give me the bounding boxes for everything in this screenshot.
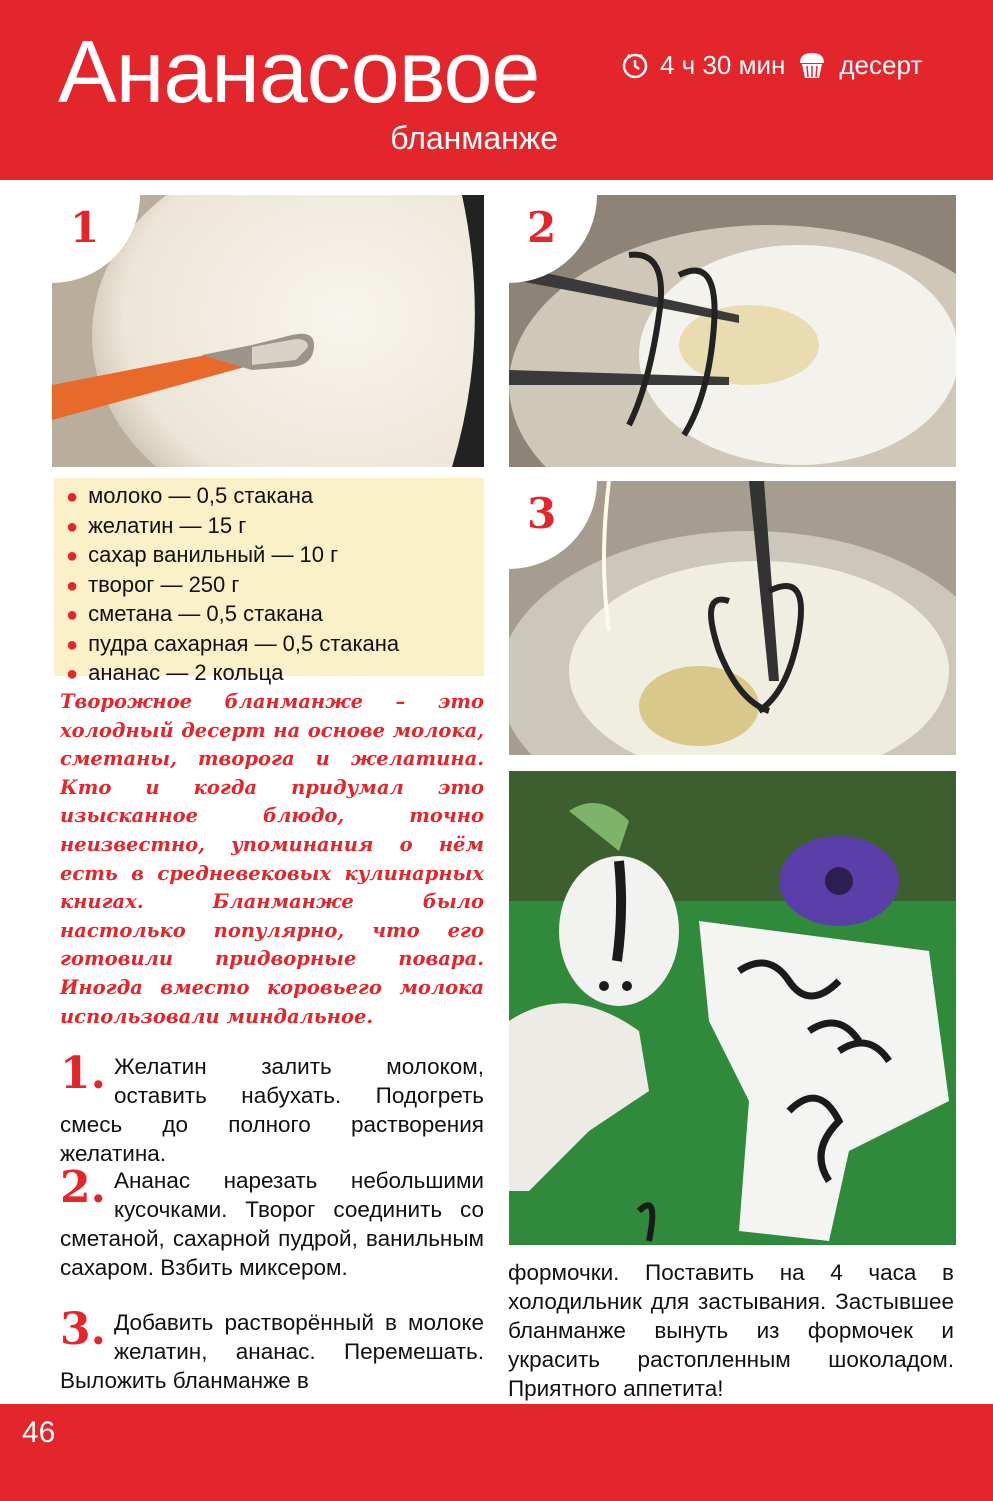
step-3 [60, 1304, 484, 1395]
ingredients-list [54, 478, 484, 689]
step-1 [60, 1048, 484, 1168]
step-text: Желатин залить молоком, оставить набухать. Подогреть смесь до полного растворения желатина. [60, 1054, 484, 1166]
step-badge-1: 1 [52, 195, 140, 283]
step-badge-2: 2 [509, 195, 597, 283]
ingredient-item: ● творог — 250 г [66, 571, 240, 597]
ingredient-item: ● сахар ванильный — 10 г [66, 542, 339, 567]
photo-step-1 [52, 195, 484, 467]
ingredients-box [54, 478, 484, 685]
cupcake-icon [795, 48, 829, 82]
ingredient-item: ● ананас — 2 кольца [66, 660, 284, 685]
photo-finished-dessert [509, 771, 956, 1245]
step-2 [60, 1162, 484, 1282]
ingredient-item: ● желатин — 15 г [66, 512, 247, 538]
clock-icon [620, 50, 650, 80]
recipe-subtitle: бланманже [390, 120, 558, 156]
recipe-meta [620, 48, 922, 82]
step-number: 1. [60, 1048, 106, 1099]
step-badge-3: 3 [509, 481, 597, 569]
photo-step-3 [509, 481, 956, 755]
footer-band [0, 1404, 993, 1501]
intro-paragraph: Творожное бланманже – это холодный десерт на основе молока, сметаны, творога и желатина. Кто и когда придумал это изысканное блюдо, точно неизвестно, упоминания о нём есть в средневековых кулинарных книгах. Бланманже было настолько популярно, что его готовили придворные повара. Иногда вместо коровьего молока использовали миндальное. [60, 690, 484, 1028]
photo-step-2 [509, 195, 956, 467]
ingredient-item: ● пудра сахарная — 0,5 стакана [66, 630, 400, 656]
page-number: 46 [22, 1416, 56, 1449]
dish-category: десерт [839, 49, 923, 80]
ingredient-item: ● молоко — 0,5 стакана [66, 483, 314, 508]
step-text: Добавить растворённый в молоке желатин, ананас. Перемешать. Выложить бланманже в [60, 1310, 484, 1393]
step-number: 2. [60, 1162, 106, 1213]
recipe-title: Ананасовое [58, 22, 540, 121]
header-band [0, 0, 993, 180]
cooking-time: 4 ч 30 мин [660, 49, 786, 80]
step-text: Ананас нарезать небольшими кусочками. Творог соединить со сметаной, сахарной пудрой, ванильным сахаром. Взбить миксером. [60, 1168, 484, 1280]
step-number: 3. [60, 1304, 106, 1355]
ingredient-item: ● сметана — 0,5 стакана [66, 601, 323, 626]
step-3-continued: формочки. Поставить на 4 часа в холодильник для застывания. Застывшее бланманже вынуть из формочек и украсить растопленным шоколадом. Приятного аппетита! [508, 1260, 954, 1401]
